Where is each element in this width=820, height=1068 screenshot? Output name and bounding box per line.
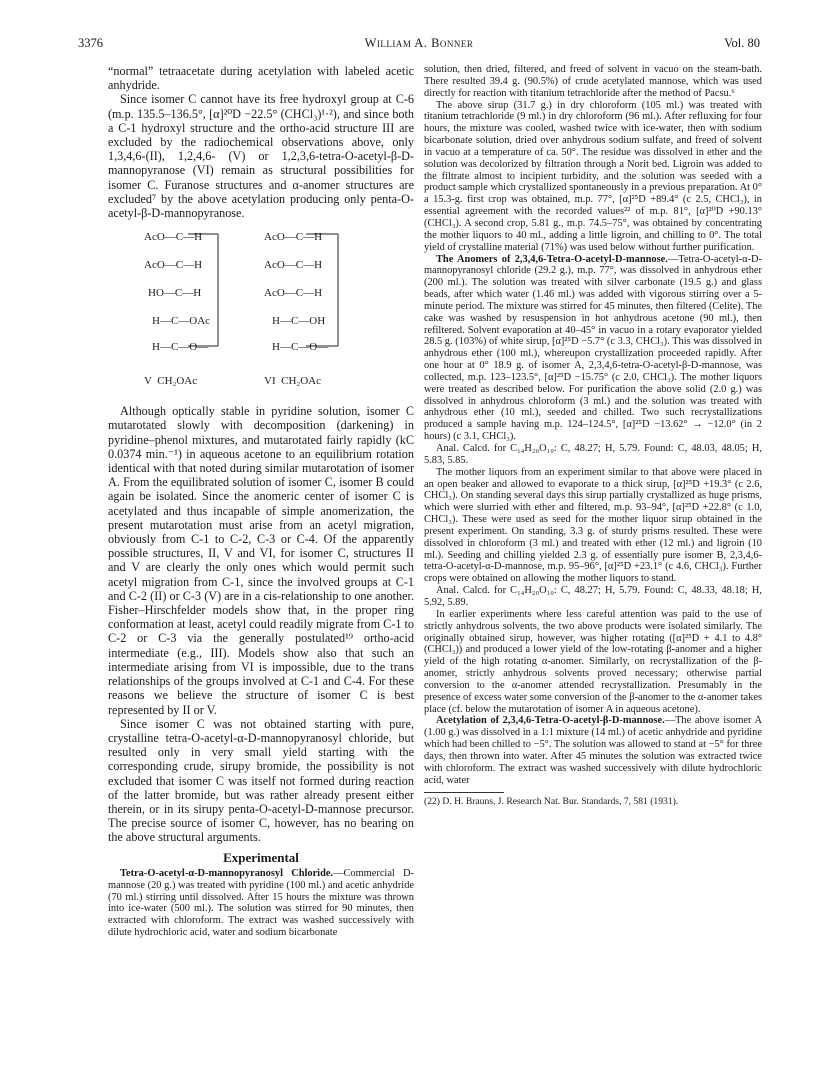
paragraph: “normal” tetraacetate during acetylation with labeled acetic anhydride. [108, 64, 414, 93]
paragraph: solution, then dried, filtered, and freed of solvent in vacuo on the steam-bath. There resulted 39.4 g. (90.5%) of crude acetylated mannose, which was used directly for reaction with titanium tetrachloride after the method of Pacsu.⁶ [424, 64, 762, 99]
paragraph: Since isomer C cannot have its free hydroxyl group at C-6 (m.p. 135.5–136.5°, [α]²⁰D −22.5° (CHCl₃)¹·²), and since both a C-1 hydroxyl structure and the ortho-acid structure III are excluded by the radiochemical observations above, only 1,3,4,6-(II), 1,2,4,6- (V) or 1,2,3,6-tetra-O-acetyl-β-D-mannopyranose (VI) remain as structural possibilities for isomer C. Furanose structures and α-anomer structures are excluded⁷ by the above acetylation producing only penta-O-acetyl-β-D-mannopyranose. [108, 92, 414, 221]
struct-vi-line: AcO—C—H [264, 231, 323, 244]
paragraph-title: Acetylation of 2,3,4,6-Tetra-O-acetyl-β-D-mannose. [436, 715, 665, 727]
paragraph-body: —Commercial D-mannose (20 g.) was treated with pyridine (100 ml.) and acetic anhydride (70 ml.) stirring until dissolved. After 15 hours the mixture was thrown into ice-water (500 ml.). The solution was stirred for 90 minutes, then extracted with chloroform. The extract was washed successively with dilute hydrochloric acid, water and sodium bicarbonate [108, 867, 414, 939]
paragraph [424, 715, 762, 786]
page-number: 3376 [78, 36, 103, 50]
volume-label: Vol. 80 [724, 36, 760, 50]
right-column [424, 64, 762, 808]
paragraph: Since isomer C was not obtained starting with pure, crystalline tetra-O-acetyl-α-D-mannopyranosyl chloride, but resulted only in very small yield starting with the corresponding crude, sirupy bromide, the possibility is not excluded that isomer C was itself not formed during reaction of the latter bromide, but was rather already present either therein, or in its sirupy penta-O-acetyl-D-mannose precursor. The precise source of isomer C, however, has no bearing on the above structural arguments. [108, 716, 414, 845]
struct-vi-line: H—C—OH [272, 315, 326, 328]
paragraph-body: —The above isomer A (1.00 g.) was dissolved in a 1:1 mixture (14 ml.) of acetic anhydride and pyridine which had been chilled to −5°. The solution was allowed to stand at −5° for three days, then thrown into water. After 45 minutes the solution was extracted twice with chloroform. The extract was washed successively with dilute hydrochloric acid, water [424, 715, 762, 786]
paragraph-title: The Anomers of 2,3,4,6-Tetra-O-acetyl-D-mannose. [436, 253, 668, 265]
running-header [78, 36, 760, 52]
paragraph-body: —Tetra-O-acetyl-α-D-mannopyranosyl chloride (29.2 g.), m.p. 77°, was dissolved in anhydrous ether (200 ml.). The solution was treated with silver carbonate (19.5 g.) and glass beads, after which water (1.46 ml.) was added with vigorous stirring over a 5-minute period. The mixture was stirred for 45 minutes, then filtered (Celite). The cake was washed by resuspension in hot anhydrous acetone (90 ml.), then refiltered. Solvent evaporation at 40–45° in vacuo in a rotary evaporator yielded 28.5 g. (103%) of white sirup, [α]²⁵D −5.7° (c 3.3, CHCl₃). This was dissolved in anhydrous ether (100 ml.), whereupon crystallization proceeded rapidly. After one hour at 0° 18.9 g. of isomer A, 2,3,4,6-tetra-O-acetyl-β-D-mannose, was collected, m.p. 123–123.5°, [α]²⁵D −15.75° (c 2.0, CHCl₃). The mother liquors were treated as described below. For purification the above solid (2.0 g.) was dissolved in anhydrous chloroform (3 ml.) and the solution was treated with anhydrous ether (10 ml.), seeded and chilled. Two such recrystallizations produced a sample having m.p. 124–124.5°, [α]²⁵D −13.62° → −12.0° (in 2 hours) (c 3.1, CHCl₃). [424, 253, 762, 443]
struct-vi-label: VI CH₂OAc [264, 375, 321, 388]
footnote-rule [424, 792, 504, 793]
analysis: Anal. Calcd. for C₁₄H₂₀O₁₀: C, 48.27; H, 5.79. Found: C, 48.33, 48.18; H, 5.92, 5.89. [424, 585, 762, 608]
paragraph: Although optically stable in pyridine solution, isomer C mutarotated slowly with decomposition (darkening) in pyridine–phenol mixtures, and mutarotated fairly rapidly (kC 0.0374 min.⁻¹) in aqueous acetone to an equilibrium rotation identical with that noted during similar mutarotation of isomer A. From the equilibrated solution of isomer C, isomer B could again be isolated. Since the anomeric center of isomer C is acetylated and thus incapable of simple anomerization, the present mutarotation must arise from an acetyl migration, obviously from C-1 to C-2, C-3 or C-4. Of the apparently possible structures, II, V and VI, for isomer C, structures II and V are clearly the only ones which would permit such acetyl migration from C-1, since the involved groups at C-1 and C-2 (II) or C-3 (V) are in a cis-relationship to one another. Fisher–Hirschfelder models show that, in the proper ring conformation at least, acetyl could readily migrate from C-1 to C-2 or C-3 via the generally postulated¹⁹ ortho-acid intermediate (e.g., III). Models show also that such an intermediate arising from VI is impossible, due to the trans relationships of the groups involved at C-1 and C-4. For these reasons we believe the structure of isomer C is best represented by II or V. [108, 404, 414, 717]
struct-vi-line: AcO—C—H [264, 287, 323, 300]
left-column [108, 64, 414, 939]
running-author: William A. Bonner [364, 36, 474, 50]
structure-diagrams [108, 228, 414, 398]
paragraph: The mother liquors from an experiment similar to that above were placed in an open beaker and allowed to evaporate to a thick sirup, [α]²⁵D +19.3° (c 2.6, CHCl₃). On standing several days this sirup partially crystallized as huge prisms, which were slurried with ether and filtered, m.p. 93–94°, [α]²⁵D +22.8° (c 1.0, CHCl₃). These were used as seed for the mother liquor sirup obtained in the present experiment. On standing, 3.3 g. of sturdy prisms resulted. These were dissolved in chloroform (3 ml.) and treated with ether (12 ml.) and ligroin (10 ml.). Seeding and chilling yielded 2.3 g. of essentially pure isomer B, 2,3,4,6-tetra-O-acetyl-α-D-mannose, m.p. 95–96°, [α]²⁵D +23.1° (c 4.6, CHCl₃). Further crops were obtained on allowing the mother liquors to stand. [424, 466, 762, 585]
analysis: Anal. Calcd. for C₁₄H₂₀O₁₀: C, 48.27; H, 5.79. Found: C, 48.03, 48.05; H, 5.83, 5.85. [424, 443, 762, 466]
section-heading: Experimental [223, 849, 299, 865]
struct-v-line: H—C—OAc [152, 315, 211, 328]
paragraph [424, 254, 762, 444]
paragraph [108, 868, 414, 939]
struct-v-line: AcO—C—H [144, 259, 203, 272]
paragraph-title: Tetra-O-acetyl-α-D-mannopyranosyl Chloride. [120, 867, 334, 879]
struct-vi-line: H—C—O— [272, 341, 329, 354]
struct-vi-line: AcO—C—H [264, 259, 323, 272]
paragraph: In earlier experiments where less careful attention was paid to the use of strictly anhydrous solvents, the two above products were isolated similarly. The originally obtained sirup, however, was higher rotating ([α]²⁵D + 4.1 to 4.8° (CHCl₃)) and produced a lower yield of the low-rotating β-anomer and a higher yield of the high rotating α-anomer. Similarly, on recrystallization of the β-anomer, strictly anhydrous solvents proved necessary; otherwise partial conversion to the α-anomer attended recrystallization. Presumably in the presence of excess water some conversion of the β-anomer to the α-anomer takes place (cf. below the mutarotation of isomer A in aqueous acetone). [424, 608, 762, 715]
struct-v-line: HO—C—H [148, 287, 202, 300]
footnote: (22) D. H. Brauns, J. Research Nat. Bur. Standards, 7, 581 (1931). [424, 796, 679, 808]
struct-v-line: AcO—C—H [144, 231, 203, 244]
structure-bonds [108, 228, 414, 398]
struct-v-line: H—C—O— [152, 341, 209, 354]
struct-v-label: V CH₂OAc [144, 375, 198, 388]
paragraph: The above sirup (31.7 g.) in dry chloroform (105 ml.) was treated with titanium tetrachloride (9 ml.) in dry chloroform (96 ml.). After refluxing for four hours, the mixture was cooled, washed twice with ice-water, then with sodium bicarbonate solution, dried over anhydrous sodium sulfate, and freed of solvent in vacuo at a temperature of ca. 50°. The residue was dissolved in ether and the solution was decolorized by filtration through a Norit bed. Ligroin was added to the filtrate almost to incipient turbidity, and the solution was seeded with a product sample which crystallized spontaneously in a previous preparation. At 0° a 15.3-g. first crop was obtained, m.p. 77°, [α]²⁵D +89.4° (c 2.5, CHCl₃), in essential agreement with the recorded values²² of m.p. 81°, [α]²⁰D +90.13° (CHCl₃). A second crop, 5.81 g., m.p. 74.5–75°, was obtained by concentrating the mother liquors to 40 ml., adding a little ligroin, and chilling to 0°. The total yield of crystalline material (71%) was used below without further purification. [424, 99, 762, 253]
